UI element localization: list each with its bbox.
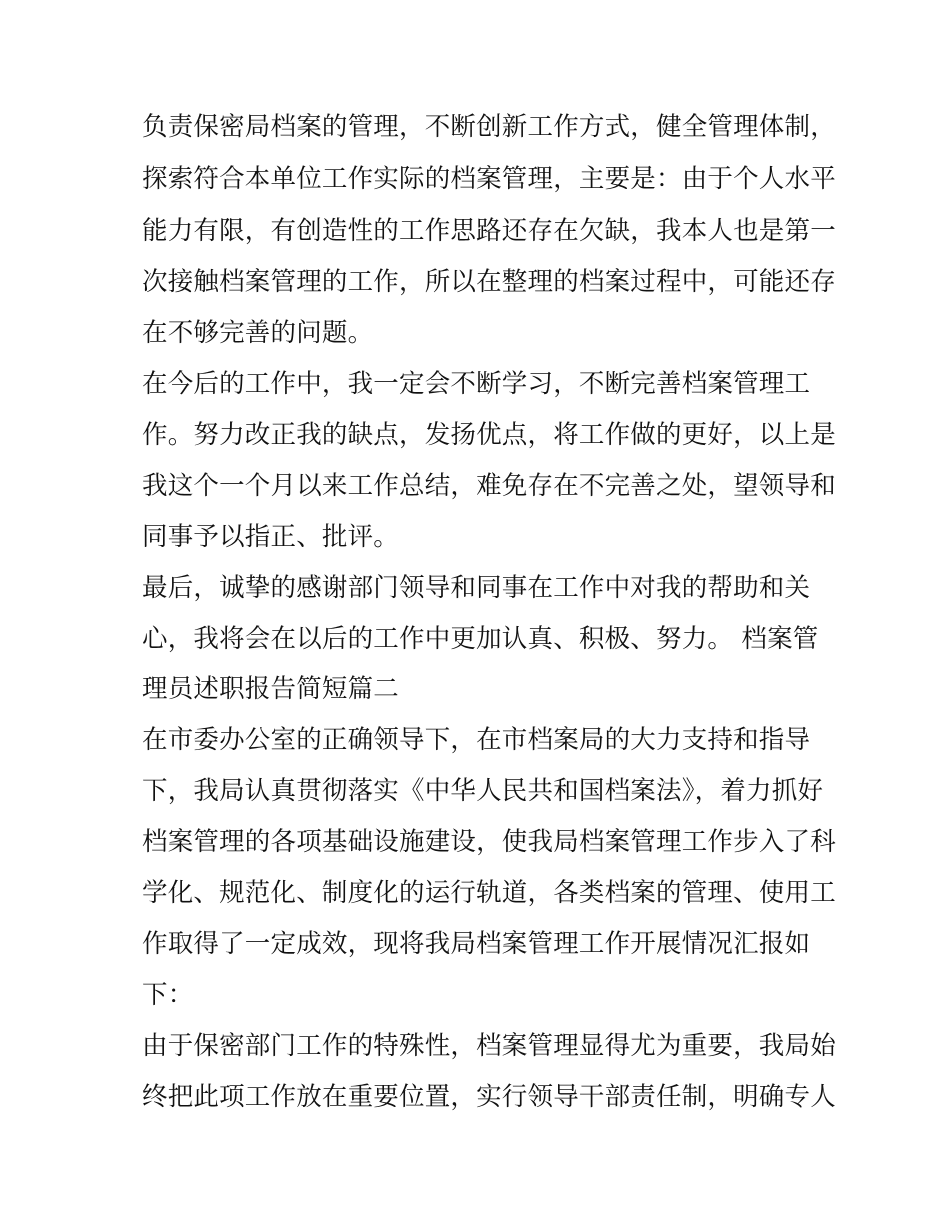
text-line: 次接触档案管理的工作，所以在整理的档案过程中，可能还存 [142,267,836,297]
text-line: 最后，诚挚的感谢部门领导和同事在工作中对我的帮助和关 [142,573,811,603]
text-line: 能力有限，有创造性的工作思路还存在欠缺，我本人也是第一 [142,216,836,246]
text-line: 学化、规范化、制度化的运行轨道，各类档案的管理、使用工 [142,878,836,908]
text-line: 由于保密部门工作的特殊性，档案管理显得尤为重要，我局始 [142,1031,836,1061]
text-line: 在市委办公室的正确领导下，在市档案局的大力支持和指导 [142,725,811,755]
text-line: 在今后的工作中，我一定会不断学习，不断完善档案管理工 [142,369,811,399]
text-line: 同事予以指正、批评。 [142,522,400,552]
text-line: 作。努力改正我的缺点，发扬优点，将工作做的更好，以上是 [142,420,836,450]
text-line: 心，我将会在以后的工作中更加认真、积极、努力。 档案管 [142,624,819,654]
section-heading: 理员述职报告简短篇二 [142,674,400,704]
text-line: 在不够完善的问题。 [142,318,374,348]
text-line: 探索符合本单位工作实际的档案管理，主要是：由于个人水平 [142,164,836,194]
text-line: 我这个一个月以来工作总结，难免存在不完善之处，望领导和 [142,471,836,501]
text-line: 终把此项工作放在重要位置，实行领导干部责任制，明确专人 [142,1082,836,1112]
text-line: 负责保密局档案的管理，不断创新工作方式，健全管理体制， [142,112,836,142]
text-line: 下： [142,980,194,1010]
text-line: 档案管理的各项基础设施建设，使我局档案管理工作步入了科 [142,827,836,857]
text-line: 作取得了一定成效，现将我局档案管理工作开展情况汇报如 [142,929,811,959]
text-line: 下，我局认真贯彻落实《中华人民共和国档案法》，着力抓好 [142,776,824,806]
